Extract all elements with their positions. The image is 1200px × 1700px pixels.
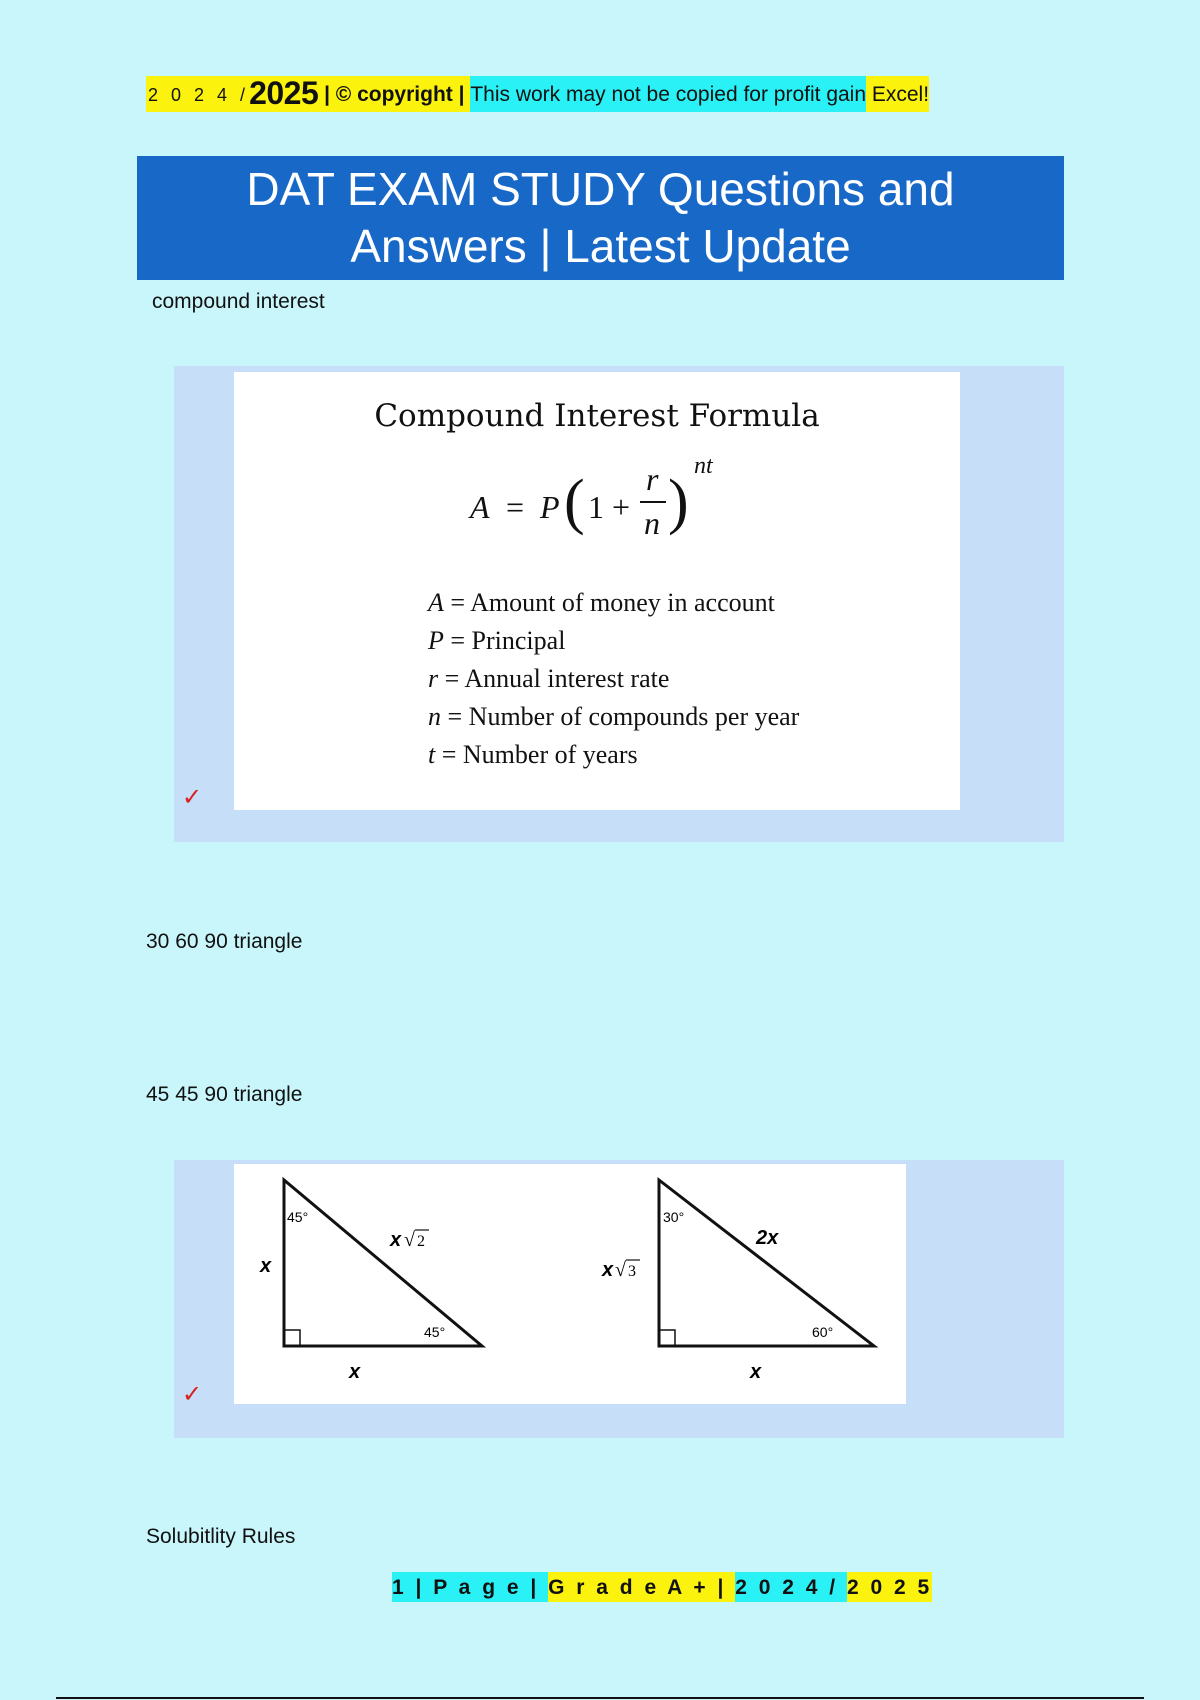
variable-desc: = Number of years (441, 740, 638, 769)
formula-equals: = (506, 489, 525, 525)
formula-close-paren: ) (668, 468, 689, 536)
triangle-30-60-90 (659, 1180, 874, 1346)
header-copyright: | © copyright | (318, 76, 470, 112)
formula-numerator: r (646, 461, 659, 497)
formula-exponent: nt (694, 453, 713, 479)
footer-year-end: 2 0 2 5 (847, 1572, 932, 1602)
variable-row (428, 698, 799, 736)
triangle-45-45-90 (284, 1180, 482, 1346)
variable-desc: = Principal (450, 626, 566, 655)
page-title-banner (137, 156, 1064, 280)
variable-row (428, 736, 799, 774)
variable-desc: = Amount of money in account (450, 588, 775, 617)
variable-symbol: r (428, 664, 439, 693)
bottom-divider (56, 1697, 1144, 1699)
variable-row (428, 660, 799, 698)
header-year-spaced: 2 0 2 4 / (146, 76, 249, 112)
variable-desc: = Number of compounds per year (447, 702, 800, 731)
variable-symbol: t (428, 740, 436, 769)
t45-bottom-angle: 45° (424, 1324, 446, 1340)
t45-hyp-root: 2 (417, 1233, 425, 1250)
header-notice-end: Excel! (866, 76, 929, 112)
t45-hyp-x: x (390, 1229, 402, 1251)
footer-page-number: 1 | P a g e | (392, 1572, 548, 1602)
check-mark-icon: ✓ (182, 1381, 203, 1408)
section-label-30-60-90: 30 60 90 triangle (146, 930, 303, 953)
sqrt-symbol-icon: √ (404, 1229, 415, 1251)
formula-p: P (540, 489, 560, 525)
footer-year-start: 2 0 2 4 / (735, 1572, 847, 1602)
variable-desc: = Annual interest rate (444, 664, 670, 693)
formula-open-paren: ( (564, 468, 585, 536)
header-copyright-line (146, 76, 929, 112)
variable-row (428, 584, 799, 622)
compound-interest-formula (470, 453, 730, 557)
t30-left-root: 3 (628, 1263, 636, 1280)
section-label-solubility-rules: Solubitlity Rules (146, 1525, 296, 1548)
triangles-image (234, 1164, 906, 1404)
page-title-line2: Answers | Latest Update (350, 220, 851, 272)
t30-hyp: 2x (756, 1227, 779, 1249)
sqrt-symbol-icon: √ (615, 1259, 626, 1281)
formula-denominator: n (644, 505, 660, 541)
formula-title: Compound Interest Formula (374, 398, 820, 434)
page-title-line1: DAT EXAM STUDY Questions and (246, 163, 955, 215)
right-angle-marker (284, 1330, 300, 1346)
check-mark-icon: ✓ (182, 784, 203, 811)
special-triangles-diagram (234, 1164, 906, 1404)
compound-interest-panel (174, 366, 1064, 842)
header-year-big: 2025 (249, 75, 319, 111)
page-footer (392, 1572, 932, 1602)
t30-left-x: x (602, 1259, 614, 1281)
compound-interest-image (234, 372, 960, 810)
right-angle-marker (659, 1330, 675, 1346)
t45-bottom-side: x (349, 1361, 361, 1383)
footer-grade: G r a d e A + | (548, 1572, 735, 1602)
variable-row (428, 622, 799, 660)
section-label-compound-interest: compound interest (152, 290, 325, 313)
t45-left-side: x (260, 1255, 272, 1277)
formula-variable-list (428, 584, 799, 774)
formula-fraction-bar (640, 501, 666, 503)
t45-top-angle: 45° (287, 1209, 309, 1225)
section-label-45-45-90: 45 45 90 triangle (146, 1083, 303, 1106)
t30-top-angle: 30° (663, 1209, 685, 1225)
t30-bottom-side: x (750, 1361, 762, 1383)
formula-lhs: A (470, 489, 490, 525)
triangles-panel (174, 1160, 1064, 1438)
formula-one-plus: 1 + (588, 489, 631, 525)
variable-symbol: A (428, 588, 444, 617)
t30-bottom-angle: 60° (812, 1324, 834, 1340)
variable-symbol: n (428, 702, 441, 731)
variable-symbol: P (428, 626, 444, 655)
header-notice: This work may not be copied for profit gain (470, 76, 866, 112)
